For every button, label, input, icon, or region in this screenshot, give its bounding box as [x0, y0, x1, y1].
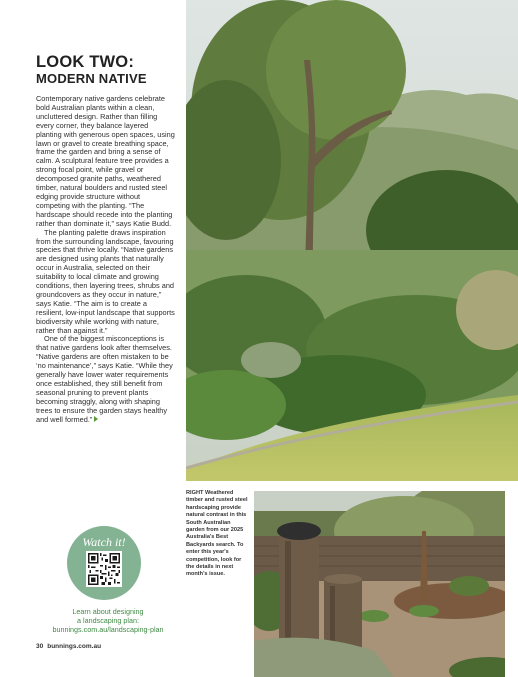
subtitle-line: MODERN NATIVE	[36, 71, 147, 86]
article-title	[36, 54, 147, 87]
paragraph	[36, 335, 176, 424]
paragraph: The planting palette draws inspiration from the surrounding landscape, favouring species that thrive locally. “Native gardens are designed using plants that naturally occur in Australia, selected on their suitability to local climate and growing conditions, then layering trees, shrubs and groundcovers as they occur in nature,” says Katie. “The aim is to create a resilient, low-input landscape that supports biodiversity while working with nature, rather than against it.”	[36, 227, 175, 335]
learn-url[interactable]: bunnings.com.au/landscaping-plan	[52, 625, 164, 634]
paragraph: Contemporary native gardens celebrate bold Australian plants within a clean, uncluttered design. Rather than filling every corner, they balance layered planting with generous open spaces, using lawn or gravel to create breathing space, frame the garden and bring a sense of calm. A sculptural feature tree provides a strong focal point, while gravel or decomposed granite paths, weathered timber, natural boulders and rusted steel edging provide structure without competing with the planting. “The hardscape should recede into the planting rather than dominate it,” says Katie Budd.	[36, 94, 175, 228]
paragraph-text: One of the biggest misconceptions is that native gardens look after themselves. “Native gardens are often mistaken to be ‘no maintenance’,” says Katie. “While they generally have lower water requirements once established, they still benefit from seasonal pruning to prevent plants becoming straggly, along with shaping trees to ensure the garden stays healthy and well formed.”	[36, 334, 173, 424]
title-line: LOOK TWO:	[36, 53, 135, 71]
watch-it-badge[interactable]	[67, 526, 141, 600]
end-arrow-icon	[94, 416, 98, 422]
caption-text: RIGHT Weathered timber and rusted steel hardscaping provide natural contrast in this South Australian garden from our 2025 Australia's Best Backyards search. To enter this year's competition, look for the details in next month's issue.	[186, 490, 248, 578]
page-number: 30	[36, 643, 44, 650]
garden-photo-main	[186, 0, 518, 481]
learn-line-2: a landscaping plan:	[77, 616, 139, 625]
footer-site: bunnings.com.au	[47, 643, 102, 650]
garden-photo-timber	[254, 491, 505, 677]
watch-it-label: Watch it!	[82, 535, 126, 549]
page-footer	[36, 643, 105, 650]
learn-line-1: Learn about designing	[72, 607, 144, 616]
qr-code-icon[interactable]	[86, 551, 122, 587]
article-body	[36, 95, 176, 425]
learn-more-link[interactable]	[30, 607, 186, 634]
photo-caption	[186, 490, 250, 579]
